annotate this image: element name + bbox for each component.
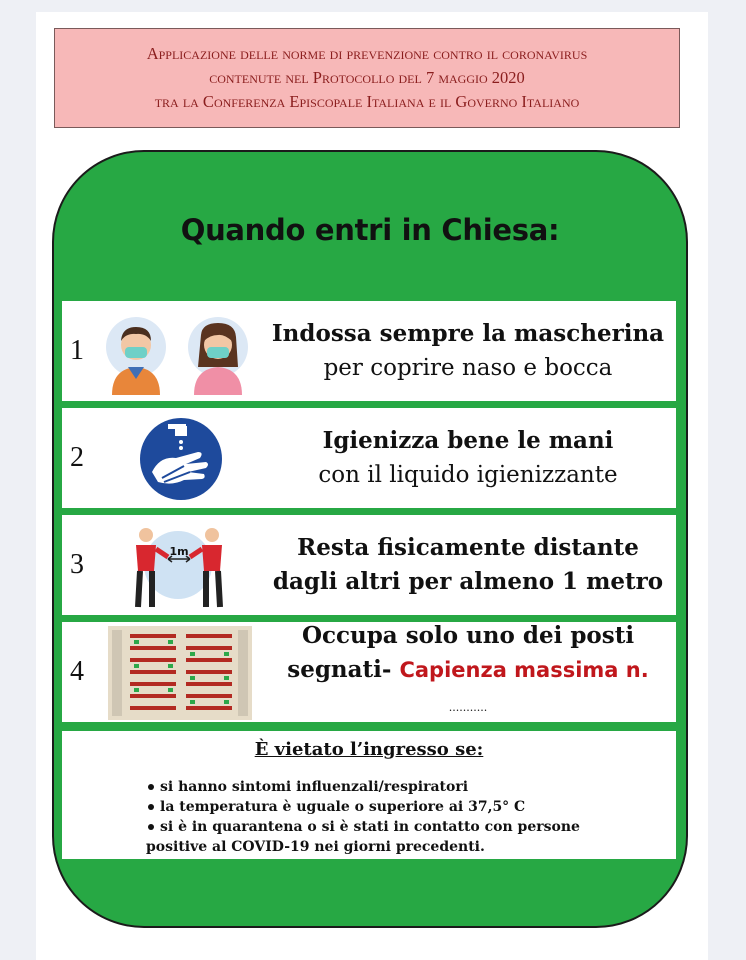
rule-main-text: Indossa sempre la mascherina: [271, 320, 665, 347]
rule-main-text: Resta fisicamente distante: [297, 534, 639, 561]
rule-sub-prefix: segnati-: [287, 656, 392, 683]
rule-main-text: Igienizza bene le mani: [322, 427, 614, 454]
list-item: si è in quarantena o si è stati in contatto con persone: [148, 817, 580, 837]
list-item: si hanno sintomi influenzali/respiratori: [148, 777, 580, 797]
header-line-2: contenute nel Protocollo del 7 maggio 2020: [209, 68, 525, 87]
rule-sub-text: con il liquido igienizzante: [318, 462, 618, 488]
rule-row-2: [62, 408, 676, 508]
card-title: Quando entri in Chiesa:: [180, 213, 560, 247]
rule-row-3: [62, 515, 676, 615]
header-line-1: Applicazione delle norme di prevenzione contro il coronavirus: [146, 44, 588, 63]
hand-sanitizer-icon: [138, 416, 224, 502]
entry-ban-title: È vietato l’ingresso se:: [254, 739, 484, 760]
rule-sub-line: [266, 653, 670, 725]
capacity-blank: ...........: [448, 701, 488, 714]
list-item: la temperatura è uguale o superiore ai 37,5° C: [148, 797, 580, 817]
rule-sub-text: per coprire naso e bocca: [323, 355, 613, 381]
protocol-header: [54, 28, 680, 128]
seating-plan-icon: [108, 626, 252, 720]
rule-number: 4: [70, 656, 84, 687]
masked-people-icon: [102, 307, 252, 395]
rule-number: 2: [70, 442, 84, 473]
header-line-3: tra la Conferenza Episcopale Italiana e il Governo Italiano: [154, 92, 580, 111]
capacity-label: Capienza massima n.: [399, 658, 649, 682]
distance-label: 1m: [169, 545, 189, 558]
rule-number: 1: [70, 335, 84, 366]
entry-ban-box: [62, 731, 676, 859]
rule-row-4: [62, 622, 676, 722]
rule-row-1: [62, 301, 676, 401]
list-item: positive al COVID-19 nei giorni precedenti.: [146, 839, 485, 855]
entry-ban-list: [148, 777, 580, 857]
social-distance-icon: [118, 521, 238, 611]
rule-sub-text: dagli altri per almeno 1 metro: [272, 568, 664, 595]
rule-number: 3: [70, 549, 84, 580]
rule-main-text: Occupa solo uno dei posti: [301, 622, 635, 649]
